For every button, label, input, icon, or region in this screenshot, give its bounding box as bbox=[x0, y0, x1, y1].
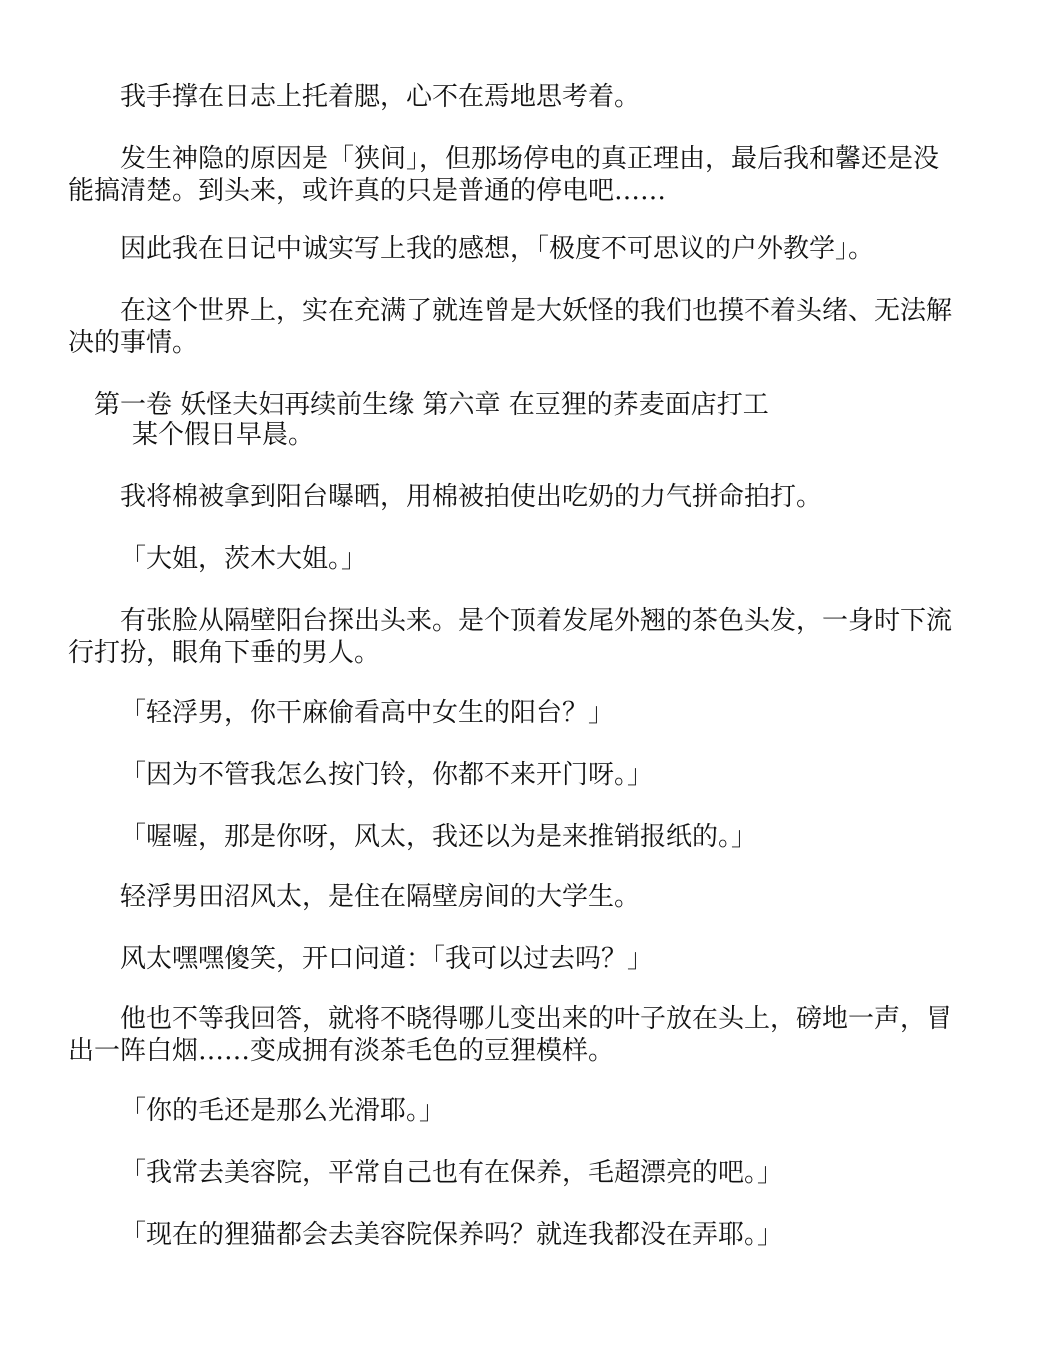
paragraph-line: 在这个世界上，实在充满了就连曾是大妖怪的我们也摸不着头绪、无法解 bbox=[120, 296, 953, 326]
dialogue-line: 「我常去美容院，平常自己也有在保养，毛超漂亮的吧。」 bbox=[120, 1158, 784, 1188]
paragraph-line: 能搞清楚。到头来，或许真的只是普通的停电吧…… bbox=[68, 176, 667, 206]
paragraph-line: 风太嘿嘿傻笑，开口问道：「我可以过去吗？」 bbox=[120, 944, 654, 974]
paragraph-line: 轻浮男田沼风太，是住在隔壁房间的大学生。 bbox=[120, 882, 641, 912]
paragraph-line: 我手撑在日志上托着腮，心不在焉地思考着。 bbox=[120, 82, 641, 112]
paragraph-line: 我将棉被拿到阳台曝晒，用棉被拍使出吃奶的力气拼命拍打。 bbox=[120, 482, 823, 512]
paragraph-line: 决的事情。 bbox=[68, 328, 199, 358]
paragraph-line: 行打扮，眼角下垂的男人。 bbox=[68, 638, 381, 668]
paragraph-line: 某个假日早晨。 bbox=[132, 420, 315, 450]
paragraph-line: 有张脸从隔壁阳台探出头来。是个顶着发尾外翘的茶色头发，一身时下流 bbox=[120, 606, 953, 636]
paragraph-line: 他也不等我回答，就将不晓得哪儿变出来的叶子放在头上，磅地一声，冒 bbox=[120, 1004, 953, 1034]
dialogue-line: 「喔喔，那是你呀，风太，我还以为是来推销报纸的。」 bbox=[120, 822, 758, 852]
paragraph-line: 出一阵白烟……变成拥有淡茶毛色的豆狸模样。 bbox=[68, 1036, 615, 1066]
chapter-heading: 第一卷 妖怪夫妇再续前生缘 第六章 在豆狸的荞麦面店打工 bbox=[94, 390, 769, 420]
paragraph-line: 因此我在日记中诚实写上我的感想，「极度不可思议的户外教学」。 bbox=[120, 234, 875, 264]
dialogue-line: 「现在的狸猫都会去美容院保养吗？就连我都没在弄耶。」 bbox=[120, 1220, 784, 1250]
dialogue-line: 「因为不管我怎么按门铃，你都不来开门呀。」 bbox=[120, 760, 654, 790]
paragraph-line: 发生神隐的原因是「狭间」，但那场停电的真正理由，最后我和馨还是没 bbox=[120, 144, 940, 174]
dialogue-line: 「大姐，茨木大姐。」 bbox=[120, 544, 368, 574]
dialogue-line: 「轻浮男，你干麻偷看高中女生的阳台？」 bbox=[120, 698, 615, 728]
dialogue-line: 「你的毛还是那么光滑耶。」 bbox=[120, 1096, 446, 1126]
